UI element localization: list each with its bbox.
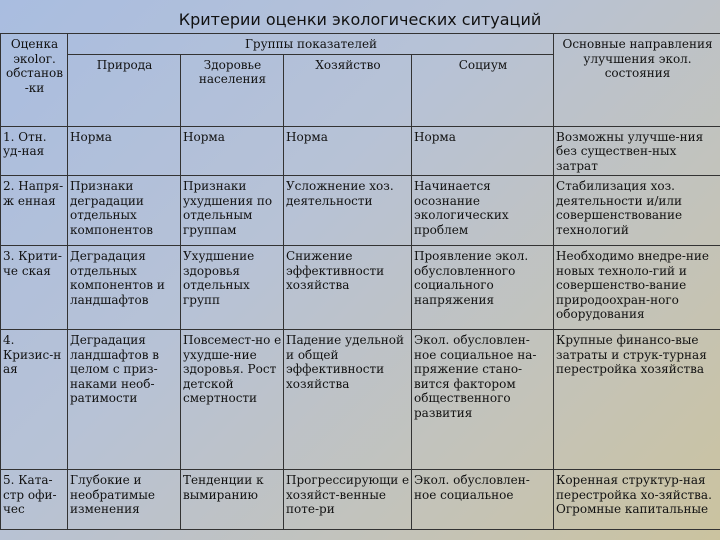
assessment-cell: 2. Напря-ж енная bbox=[1, 176, 68, 246]
assessment-header: Оценка экolог. обстанов -ки bbox=[1, 34, 68, 127]
nature-cell: Глубокие и необратимые изменения bbox=[68, 470, 181, 530]
table-row bbox=[1, 470, 720, 530]
nature-cell: Норма bbox=[68, 126, 181, 176]
health-cell: Признаки ухудшения по отдельным группам bbox=[181, 176, 284, 246]
health-cell: Тенденции к вымиранию bbox=[181, 470, 284, 530]
nature-header: Природа bbox=[68, 54, 181, 126]
directions-cell: Возможны улучше-ния без существен-ных затрат bbox=[554, 126, 720, 176]
economy-header: Хозяйство bbox=[284, 54, 412, 126]
table-row bbox=[1, 176, 720, 246]
directions-cell: Стабилизация хоз. деятельности и/или совершенствование технологий bbox=[554, 176, 720, 246]
table-row bbox=[1, 246, 720, 330]
nature-cell: Деградация отдельных компонентов и ландшафтов bbox=[68, 246, 181, 330]
directions-header: Основные направления улучшения экол. состояния bbox=[554, 34, 720, 127]
society-cell: Экол. обусловлен-ное социальное на-пряжение стано-вится фактором общественного развития bbox=[412, 330, 554, 470]
economy-cell: Усложнение хоз. деятельности bbox=[284, 176, 412, 246]
health-header: Здоровье населения bbox=[181, 54, 284, 126]
assessment-cell: 4. Кризис-н ая bbox=[1, 330, 68, 470]
directions-cell: Крупные финансо-вые затраты и струк-турная перестройка хозяйства bbox=[554, 330, 720, 470]
economy-cell: Прогрессирующи е хозяйст-венные поте-ри bbox=[284, 470, 412, 530]
assessment-cell: 3. Крити-че ская bbox=[1, 246, 68, 330]
health-cell: Ухудшение здоровья отдельных групп bbox=[181, 246, 284, 330]
nature-cell: Признаки деградации отдельных компонентов bbox=[68, 176, 181, 246]
slide-title: Критерии оценки экологических ситуаций bbox=[178, 10, 542, 29]
nature-cell: Деградация ландшафтов в целом с приз-наками необ-ратимости bbox=[68, 330, 181, 470]
health-cell: Норма bbox=[181, 126, 284, 176]
economy-cell: Снижение эффективности хозяйства bbox=[284, 246, 412, 330]
directions-cell: Необходимо внедре-ние новых техноло-гий и совершенство-вание природоохран-ного оборудования bbox=[554, 246, 720, 330]
assessment-cell: 5. Ката-стр офи-чес bbox=[1, 470, 68, 530]
society-cell: Начинается осознание экологических проблем bbox=[412, 176, 554, 246]
header-row bbox=[1, 34, 720, 55]
society-cell: Проявление экол. обусловленного социального напряжения bbox=[412, 246, 554, 330]
society-cell: Норма bbox=[412, 126, 554, 176]
assessment-cell: 1. Отн. уд-ная bbox=[1, 126, 68, 176]
groups-header: Группы показателей bbox=[68, 34, 554, 55]
table-row bbox=[1, 330, 720, 470]
economy-cell: Норма bbox=[284, 126, 412, 176]
table-row bbox=[1, 126, 720, 176]
directions-cell: Коренная структур-ная перестройка хо-зяйства. Огромные капитальные bbox=[554, 470, 720, 530]
society-cell: Экол. обусловлен-ное социальное bbox=[412, 470, 554, 530]
health-cell: Повсемест-но е ухудше-ние здоровья. Рост детской смертности bbox=[181, 330, 284, 470]
economy-cell: Падение удельной и общей эффективности хозяйства bbox=[284, 330, 412, 470]
criteria-table bbox=[0, 33, 720, 530]
society-header: Социум bbox=[412, 54, 554, 126]
